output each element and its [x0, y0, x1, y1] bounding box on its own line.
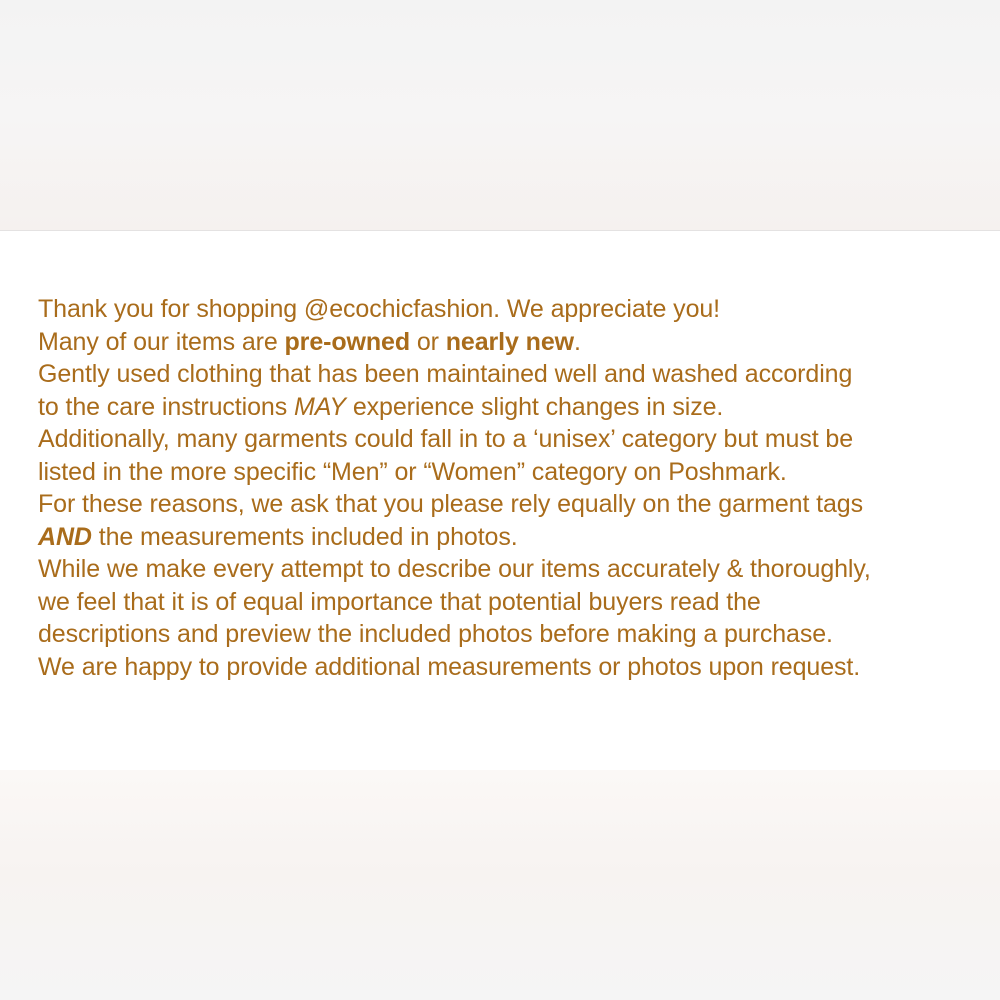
notice-line-gently-used: Gently used clothing that has been maintained well and washed according	[38, 360, 853, 388]
notice-line-unisex: Additionally, many garments could fall in to a ‘unisex’ category but must be	[38, 425, 854, 453]
text-segment: the measurements included in photos.	[91, 522, 518, 551]
italic-may: MAY	[293, 392, 346, 421]
notice-line-request: We are happy to provide additional measurements or photos upon request.	[38, 652, 861, 681]
bold-preowned: pre-owned	[284, 327, 411, 356]
text-segment: .	[573, 327, 581, 356]
shop-notice-text	[38, 293, 988, 683]
text-segment: or	[410, 327, 446, 356]
notice-line-reasons: For these reasons, we ask that you please rely equally on the garment tags	[38, 490, 864, 518]
bold-nearly-new: nearly new	[445, 327, 574, 356]
bold-italic-and: AND	[38, 522, 92, 551]
notice-line-measurements	[38, 521, 988, 554]
notice-line-care-instructions	[38, 391, 988, 424]
notice-line-importance: we feel that it is of equal importance that potential buyers read the	[38, 587, 761, 616]
text-segment: experience slight changes in size.	[346, 392, 724, 421]
notice-line-describe: While we make every attempt to describe our items accurately & thoroughly,	[38, 555, 871, 583]
notice-line-preview: descriptions and preview the included photos before making a purchase.	[38, 620, 833, 648]
bottom-blurred-band	[0, 770, 1000, 1000]
text-segment: to the care instructions	[38, 392, 294, 421]
notice-line-thank-you: Thank you for shopping @ecochicfashion. We appreciate you!	[38, 295, 721, 323]
text-segment: Many of our items are	[38, 327, 285, 356]
notice-line-category: listed in the more specific “Men” or “Women” category on Poshmark.	[38, 457, 787, 486]
top-blurred-band	[0, 0, 1000, 231]
notice-panel	[0, 231, 1000, 770]
notice-line-preowned	[38, 326, 988, 359]
